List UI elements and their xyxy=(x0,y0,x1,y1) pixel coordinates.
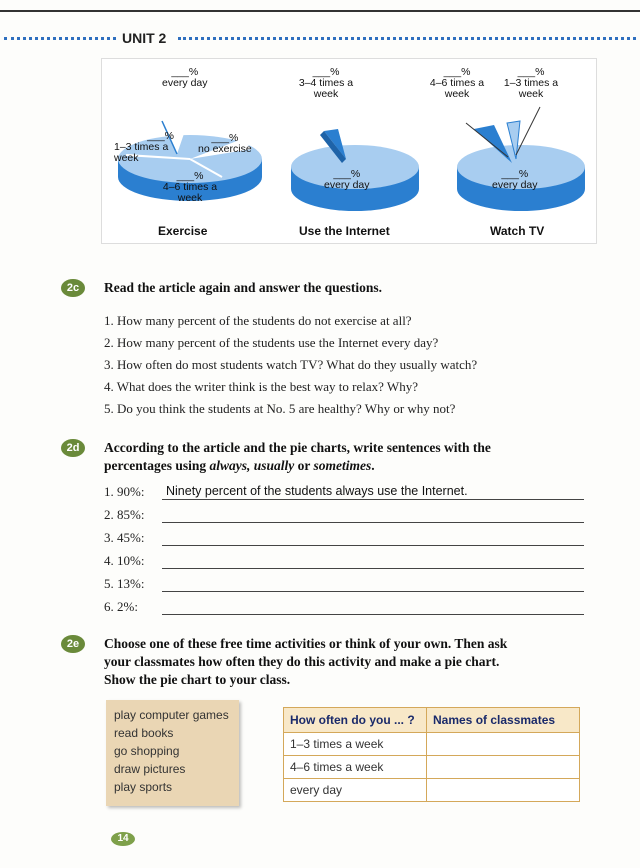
fill-row-1 xyxy=(104,484,584,504)
fill-row-2 xyxy=(104,507,584,527)
activity-item: draw pictures xyxy=(114,762,186,776)
page-number: 14 xyxy=(111,832,135,846)
section-2c-instruction: Read the article again and answer the questions. xyxy=(104,280,383,295)
dotted-rule-right xyxy=(178,37,636,40)
fill-row-label: 2. 85%: xyxy=(104,507,145,522)
question-2: 2. How many percent of the students use the Internet every day? xyxy=(104,335,439,350)
fill-row-label: 1. 90%: xyxy=(104,484,145,499)
question-4: 4. What does the writer think is the best way to relax? Why? xyxy=(104,379,418,394)
fill-row-5 xyxy=(104,576,584,596)
table-header: How often do you ... ? xyxy=(284,708,427,733)
table-cell: 1–3 times a week xyxy=(284,733,427,756)
fill-row-label: 3. 45%: xyxy=(104,530,145,545)
table-row xyxy=(284,756,580,779)
exercise-4-6-times-label: ___% 4–6 times a week xyxy=(162,170,218,204)
question-1: 1. How many percent of the students do not exercise at all? xyxy=(104,313,412,328)
activity-item: go shopping xyxy=(114,744,180,758)
question-3: 3. How often do most students watch TV? What do they usually watch? xyxy=(104,357,478,372)
fill-row-6 xyxy=(104,599,584,619)
fill-row-label: 4. 10%: xyxy=(104,553,145,568)
tv-every-day-label: ___% every day xyxy=(492,168,538,191)
unit-label: UNIT 2 xyxy=(122,30,167,46)
classmates-cell[interactable] xyxy=(427,756,580,779)
activity-item: play computer games xyxy=(114,708,229,722)
table-row xyxy=(284,779,580,802)
table-header: Names of classmates xyxy=(427,708,580,733)
dotted-rule-left xyxy=(4,37,116,40)
tv-1-3-times-label: ___% 1–3 times a week xyxy=(503,66,559,100)
exercise-1-3-times-label: ___% 1–3 times a week xyxy=(114,130,174,164)
exercise-no-exercise-label: ___% no exercise xyxy=(198,132,252,155)
internet-every-day-label: ___% every day xyxy=(324,168,370,191)
fill-row-3 xyxy=(104,530,584,550)
fill-row-label: 6. 2%: xyxy=(104,599,138,614)
top-rule xyxy=(0,10,640,12)
section-2c-badge: 2c xyxy=(61,279,85,297)
classmates-cell[interactable] xyxy=(427,779,580,802)
tv-pie xyxy=(457,107,585,211)
section-2d-instruction: According to the article and the pie charts, write sentences with the percentages using always, usually or sometimes. xyxy=(104,440,491,473)
answer-line xyxy=(162,499,584,500)
activity-item: play sports xyxy=(114,780,173,794)
answer-line[interactable] xyxy=(162,568,584,569)
classmates-cell[interactable] xyxy=(427,733,580,756)
section-2d-badge: 2d xyxy=(61,439,85,457)
tv-chart-title: Watch TV xyxy=(490,224,545,238)
answer-line[interactable] xyxy=(162,522,584,523)
tv-4-6-times-label: ___% 4–6 times a week xyxy=(429,66,485,100)
table-row xyxy=(284,733,580,756)
answer-line[interactable] xyxy=(162,591,584,592)
answer-line[interactable] xyxy=(162,614,584,615)
internet-chart-title: Use the Internet xyxy=(299,224,390,238)
unit-header xyxy=(0,30,640,46)
fill-row-4 xyxy=(104,553,584,573)
question-5: 5. Do you think the students at No. 5 are healthy? Why or why not? xyxy=(104,401,456,416)
exercise-chart-title: Exercise xyxy=(158,224,208,238)
section-2e-instruction: Choose one of these free time activities or think of your own. Then ask your classmates how often they do this activity and make a pie chart. Show the pie chart to your class. xyxy=(104,636,508,687)
table-cell: every day xyxy=(284,779,427,802)
answer-line[interactable] xyxy=(162,545,584,546)
section-2e-badge: 2e xyxy=(61,635,85,653)
fill-row-label: 5. 13%: xyxy=(104,576,145,591)
table-cell: 4–6 times a week xyxy=(284,756,427,779)
answer-text[interactable]: Ninety percent of the students always use the Internet. xyxy=(166,484,468,498)
activities-box xyxy=(106,700,239,806)
pie-charts-figure xyxy=(101,58,597,244)
survey-table xyxy=(283,707,580,802)
internet-3-4-times-label: ___% 3–4 times a week xyxy=(298,66,354,100)
exercise-every-day-label: ___% every day xyxy=(162,66,208,89)
activity-item: read books xyxy=(114,726,174,740)
